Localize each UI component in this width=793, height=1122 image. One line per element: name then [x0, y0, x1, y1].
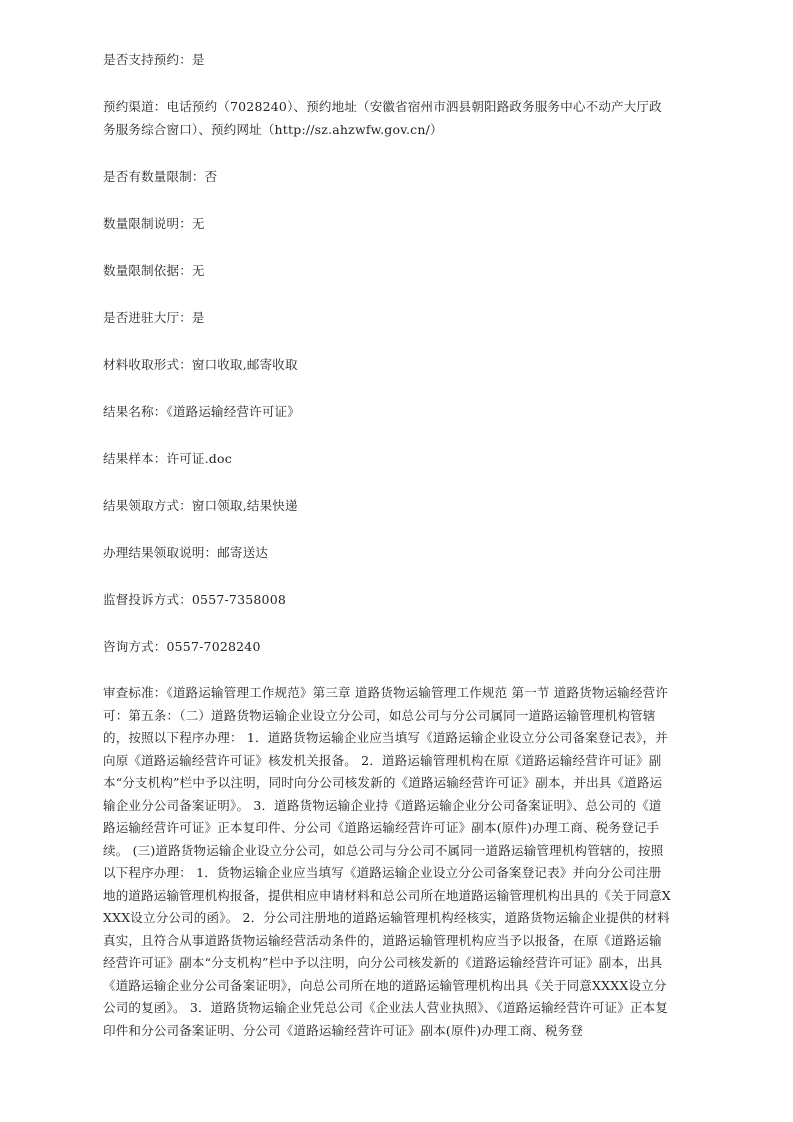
hall-presence: 是否进驻大厅：是: [103, 310, 205, 325]
appointment-support: 是否支持预约：是: [103, 52, 205, 67]
quantity-limit-basis: 数量限制依据：无: [103, 263, 205, 278]
result-pickup-note: 办理结果领取说明：邮寄送达: [103, 545, 269, 560]
review-standard: 审查标准：《道路运输管理工作规范》第三章 道路货物运输管理工作规范 第一节 道路货物运输经营许可：第五条：（二）道路货物运输企业设立分公司，如总公司与分公司属同一道路运输管理机构管辖的，按照以下程序办理： 1．道路货物运输企业应当填写《道路运输企业设立分公司备案登记表》，并向原《道路运输经营许可证》核发机关报备。 2．道路运输管理机构在原《道路运输经营许可证》副本“分支机构”栏中予以注明，同时向分公司核发新的《道路运输经营许可证》副本，并出具《道路运输企业分公司备案证明》。 3．道路货物运输企业持《道路运输企业分公司备案证明》、总公司的《道路运输经营许可证》正本复印件、分公司《道路运输经营许可证》副本(原件)办理工商、税务登记手续。 (三)道路货物运输企业设立分公司，如总公司与分公司不属同一道路运输管理机构管辖的，按照以下程序办理： 1．货物运输企业应当填写《道路运输企业设立分公司备案登记表》并向分公司注册地的道路运输管理机构报备，提供相应申请材料和总公司所在地道路运输管理机构出具的《关于同意XXXX设立分公司的函》。 2．分公司注册地的道路运输管理机构经核实，道路货物运输企业提供的材料真实，且符合从事道路货物运输经营活动条件的，道路运输管理机构应当予以报备，在原《道路运输经营许可证》副本“分支机构”栏中予以注明，向分公司核发新的《道路运输经营许可证》副本，出具《道路运输企业分公司备案证明》，向总公司所在地的道路运输管理机构出具《关于同意XXXX设立分公司的复函》。 3．道路货物运输企业凭总公司《企业法人营业执照》、《道路运输经营许可证》正本复印件和分公司备案证明、分公司《道路运输经营许可证》副本(原件)办理工商、税务登: [103, 685, 671, 1038]
result-name: 结果名称：《道路运输经营许可证》: [103, 404, 300, 419]
quantity-limit-description: 数量限制说明：无: [103, 216, 205, 231]
result-sample: 结果样本：许可证.doc: [103, 451, 232, 466]
complaint-contact: 监督投诉方式：0557-7358008: [103, 592, 287, 607]
material-collection-form: 材料收取形式：窗口收取,邮寄收取: [103, 357, 298, 372]
quantity-limit: 是否有数量限制：否: [103, 169, 218, 184]
result-pickup-method: 结果领取方式：窗口领取,结果快递: [103, 498, 298, 513]
appointment-channels: 预约渠道：电话预约（7028240）、预约地址（安徽省宿州市泗县朝阳路政务服务中心不动产大厅政务服务综合窗口）、预约网址（http://sz.ahzwfw.gov.cn/）: [103, 99, 662, 137]
document-body: [103, 48, 673, 1042]
inquiry-contact: 咨询方式：0557-7028240: [103, 639, 261, 654]
